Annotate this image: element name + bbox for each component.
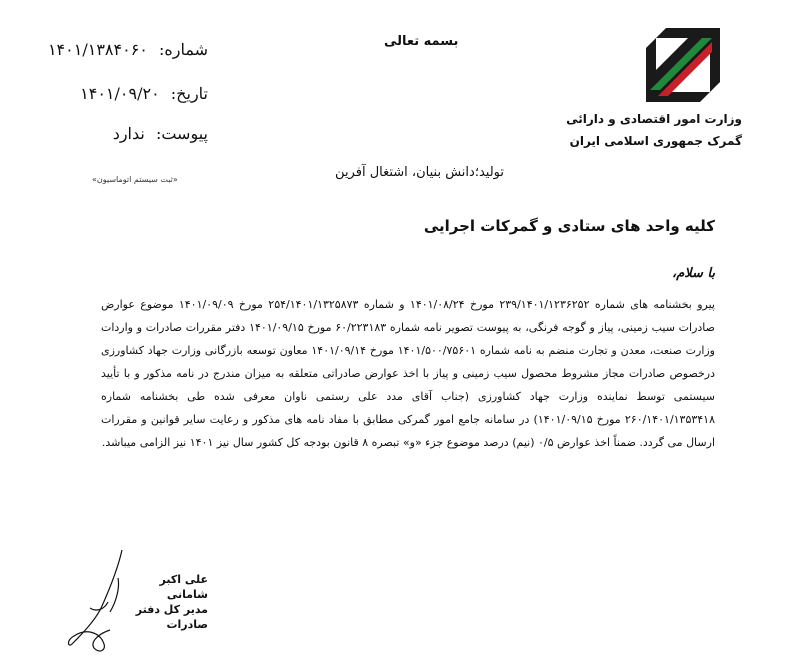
letter-date — [80, 84, 208, 103]
customs-logo-icon — [646, 28, 720, 102]
letter-body: پیرو بخشنامه های شماره ۲۳۹/۱۴۰۱/۱۲۳۶۲۵۲ مورخ ۱۴۰۱/۰۸/۲۴ و شماره ۲۵۴/۱۴۰۱/۱۳۲۵۸۷۳ مورخ ۱۴۰۱/۰۹/۰۹ موضوع عوارض صادرات سیب زمینی، پیاز و گوجه فرنگی، به پیوست تصویر نامه شماره ۶۰/۲۲۳۱۸۳ مورخ ۱۴۰۱/۰۹/۱۵ دفتر مقررات صادرات و واردات وزارت صنعت، معدن و تجارت منضم به نامه شماره ۱۴۰۱/۵۰۰/۷۵۶۰۱ مورخ ۱۴۰۱/۰۹/۱۴ معاون توسعه بازرگانی وزارت جهاد کشاورزی درخصوص صادرات مجاز مشروط محصول سیب زمینی و پیاز با اخذ عوارض صادراتی متعلقه به میزان مندرج در نامه مذکور و با تأیید سیستمی توسط نماینده وزارت جهاد کشاورزی (جناب آقای مدد علی رستمی ناوان معرفی شده طی بخشنامه شماره ۲۶۰/۱۴۰۱/۱۳۵۳۴۱۸ مورخ ۱۴۰۱/۰۹/۱۵) در سامانه جامع امور گمرکی مطابق با مفاد نامه های مذکور و رعایت سایر قوانین و مقررات ارسال می گردد. ضمناً اخذ عوارض ۰/۵ (نیم) درصد موضوع جزء «و» تبصره ۸ قانون بودجه کل کشور سال نیز ۱۴۰۱ نیز الزامی میباشد. — [101, 298, 716, 449]
customs-line: گمرک جمهوری اسلامی ایران — [569, 134, 742, 148]
ministry-line: وزارت امور اقتصادی و دارائی — [566, 112, 742, 126]
organization-name — [566, 108, 742, 152]
letter-number — [48, 40, 208, 59]
letter-attachment — [113, 124, 208, 143]
letter-date-label: تاریخ: — [170, 84, 208, 103]
subject-line: تولید؛دانش بنیان، اشتغال آفرین — [335, 165, 504, 180]
letter-date-value: ۱۴۰۱/۰۹/۲۰ — [80, 84, 160, 103]
letter-attachment-label: پیوست: — [155, 124, 208, 143]
letter-number-value: ۱۴۰۱/۱۳۸۴۰۶۰ — [47, 40, 148, 59]
recipient: کلیه واحد های ستادی و گمرکات اجرایی — [423, 217, 715, 235]
greeting: با سلام، — [672, 266, 715, 281]
bismillah: بسمه تعالی — [384, 34, 459, 49]
letter-number-label: شماره: — [158, 40, 208, 59]
automation-note: «ثبت سیستم اتوماسیون» — [92, 175, 178, 184]
letter-attachment-value: ندارد — [112, 124, 145, 143]
signer-title: مدیر کل دفتر صادرات — [135, 603, 208, 631]
signer-block — [118, 572, 208, 632]
signer-name: علی اکبر شامانی — [159, 573, 208, 601]
